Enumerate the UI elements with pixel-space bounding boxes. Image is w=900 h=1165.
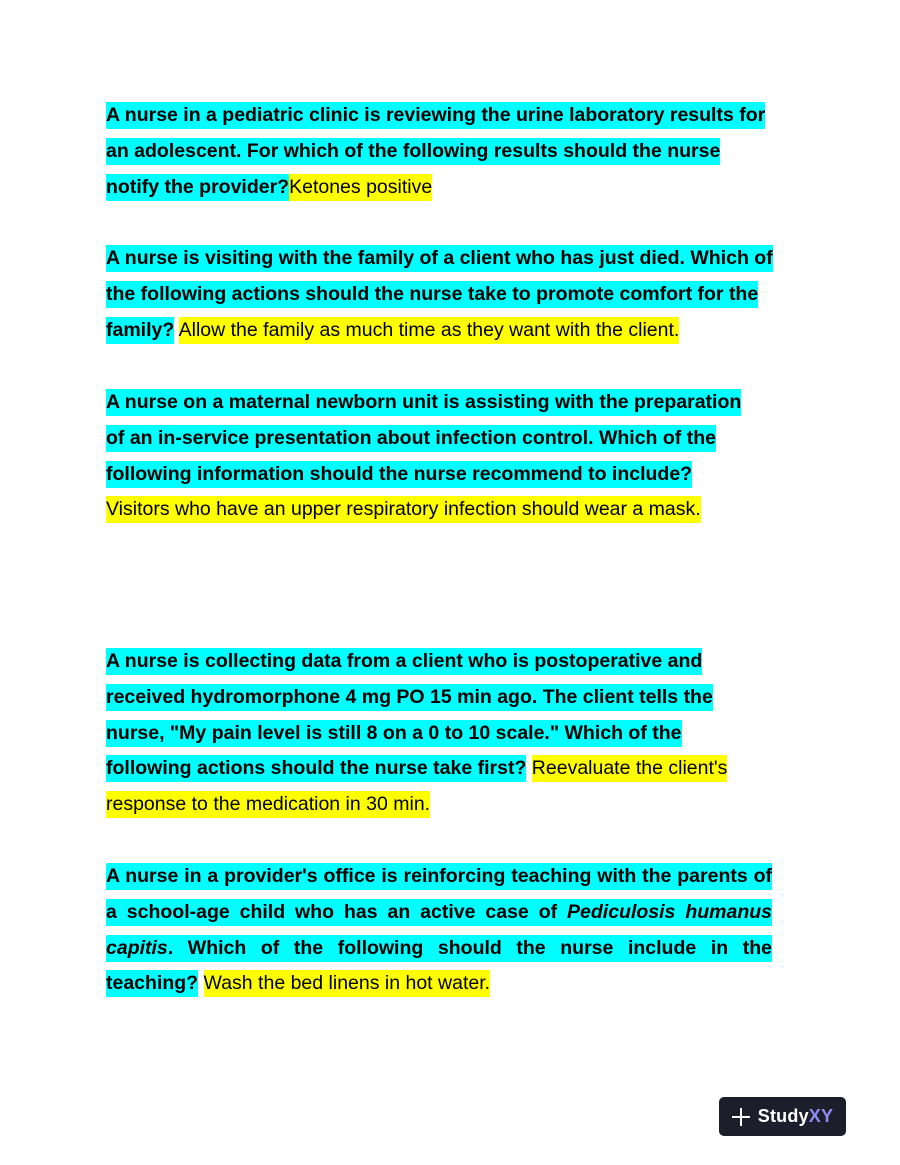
answer-text: Allow the family as much time as they want with the client.	[179, 317, 680, 344]
answer-text: Reevaluate the client's response to the medication in 30 min.	[106, 755, 727, 818]
question-text: A nurse is collecting data from a client who is postoperative and received hydromorphone 4 mg PO 15 min ago. The client tells the nurse, "My pain level is still 8 on a 0 to 10 scale." Which of the following actions should the nurse take first?	[106, 648, 713, 782]
question-text: A nurse in a pediatric clinic is reviewing the urine laboratory results for an adolescent. For which of the following results should the nurse notify the provider?	[106, 102, 765, 201]
logo-text-main: Study	[757, 1106, 809, 1126]
plus-icon	[732, 1108, 750, 1126]
question-text-italic: Pediculosis humanus capitis	[106, 900, 773, 959]
answer-text: Ketones positive	[289, 174, 432, 201]
question-text: A nurse on a maternal newborn unit is assisting with the preparation of an in-service presentation about infection control. Which of the following information should the nurse recommend to include?	[106, 389, 741, 488]
logo-text	[758, 1106, 833, 1127]
qa-item-3	[106, 385, 746, 528]
studyxy-logo	[719, 1097, 846, 1136]
question-text-part1: A nurse in a provider's office is reinforcing teaching with the parents of a school-age child who has an active case of	[106, 865, 772, 923]
qa-item-2	[106, 241, 788, 348]
question-text-part2: . Which of the following should the nurse include in the teaching?	[106, 936, 772, 995]
qa-item-5	[106, 859, 772, 1002]
answer-text: Wash the bed linens in hot water.	[204, 970, 491, 997]
qa-item-1	[106, 98, 776, 205]
logo-text-accent: XY	[808, 1106, 834, 1126]
answer-text: Visitors who have an upper respiratory infection should wear a mask.	[106, 496, 701, 523]
qa-item-4	[106, 644, 772, 823]
question-text: A nurse is visiting with the family of a client who has just died. Which of the following actions should the nurse take to promote comfort for the family?	[106, 245, 773, 344]
